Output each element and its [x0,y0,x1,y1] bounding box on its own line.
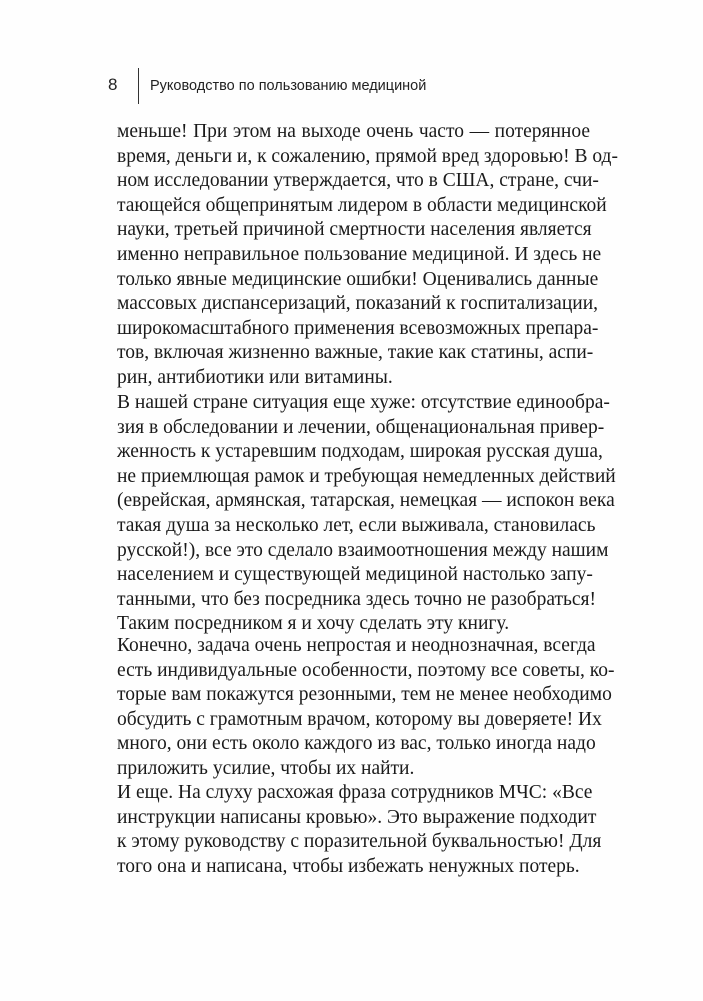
paragraph-2 [117,391,616,637]
text-line: не приемлющая рамок и требующая немедленных действий [117,465,616,487]
text-line: населением и существующей медициной настолько запу- [117,564,593,586]
text-line: широкомасштабного применения всевозможных препара- [117,317,599,339]
text-line: В нашей стране ситуация еще хуже: отсутствие единообра- [117,392,610,413]
text-line: тов, включая жизненно важные, такие как статины, аспи- [117,342,594,364]
text-line: русской!), все это сделало взаимоотношения между нашим [117,539,609,561]
running-title: Руководство по пользованию медициной [150,78,427,94]
header-divider [138,68,139,104]
text-line: много, они есть около каждого из вас, только иногда надо [117,733,596,755]
text-line: торые вам покажутся резонными, тем не менее необходимо [117,684,612,706]
text-line: к этому руководству с поразительной буквальностью! Для [117,831,602,853]
text-line: время, деньги и, к сожалению, прямой вред здоровью! В од- [117,145,618,167]
text-line: именно неправильное пользование медициной. И здесь не [117,243,602,265]
page-number: 8 [108,75,118,94]
text-line: Конечно, задача очень непростая и неоднозначная, всегда [117,635,596,656]
text-line: тающейся общепринятым лидером в области медицинской [117,194,607,216]
text-line: обсудить с грамотным врачом, которому вы доверяете! Их [117,708,602,730]
text-line: меньше! При этом на выходе очень часто — потерянное [117,121,590,142]
text-line: ном исследовании утверждается, что в США, стране, счи- [117,170,599,192]
paragraph-4 [117,781,602,879]
text-line: науки, третьей причиной смертности населения является [117,219,592,241]
text-line: только явные медицинские ошибки! Оценивались данные [117,268,599,290]
text-line: танными, что без посредника здесь точно не разобраться! [117,588,596,610]
paragraph-1 [117,120,618,391]
text-line: есть индивидуальные особенности, поэтому все советы, ко- [117,659,615,681]
text-line: того она и написана, чтобы избежать ненужных потерь. [117,855,580,877]
text-line: рин, антибиотики или витамины. [117,366,393,388]
text-line: женность к устаревшим подходам, широкая русская душа, [117,441,603,463]
text-line: (еврейская, армянская, татарская, немецкая — испокон века [117,490,615,512]
text-line: инструкции написаны кровью». Это выражение подходит [117,806,597,828]
text-line: зия в обследовании и лечении, общенациональная привер- [117,416,605,438]
text-line: массовых диспансеризаций, показаний к госпитализации, [117,293,599,315]
text-line: приложить усилие, чтобы их найти. [117,757,415,779]
text-line: такая душа за несколько лет, если выживала, становилась [117,514,596,536]
text-line: И еще. На слуху расхожая фраза сотрудников МЧС: «Все [117,782,593,803]
paragraph-3 [117,634,615,782]
text-line: Таким посредником я и хочу сделать эту книгу. [117,613,510,635]
